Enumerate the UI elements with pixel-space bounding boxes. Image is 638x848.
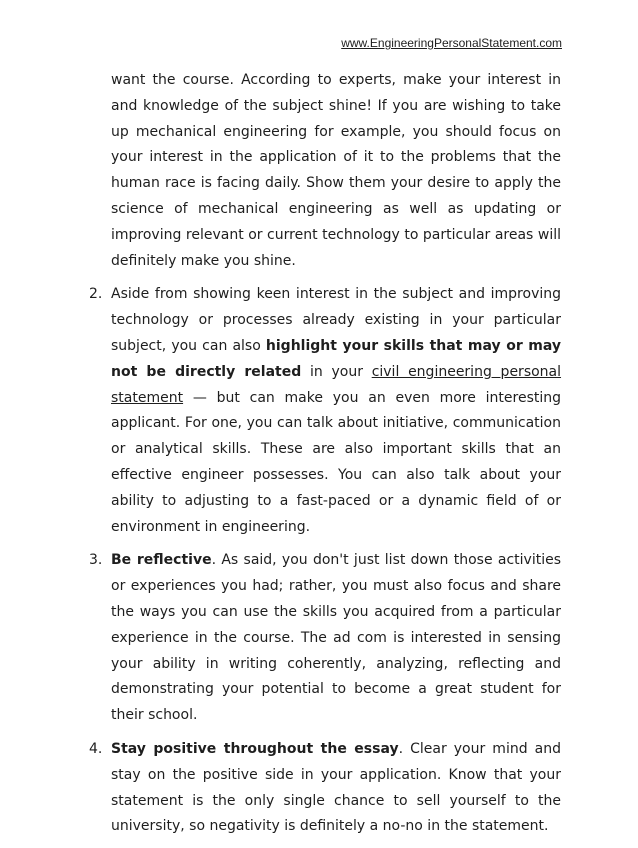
intro-text: want the course. According to experts, make your interest in and knowledge of the subject shine! If you are wishing to take up mechanical engineering for example, you should focus on your interest in the application of it to the problems that the human race is facing daily. Show them your desire to apply the science of mechanical engineering as well as updating or improving relevant or current technology to particular areas will definitely make you shine.	[111, 72, 561, 269]
list-number: 4.	[89, 740, 103, 757]
list-number: 3.	[89, 552, 103, 569]
document-body	[0, 68, 638, 848]
website-url-link[interactable]: www.EngineeringPersonalStatement.com	[341, 36, 562, 50]
item-highlight: Stay positive throughout the essay	[111, 740, 399, 757]
item-text: Aside from showing keen interest in the subject and improving technology or processes already existing in your particular subject, you can also	[111, 286, 561, 354]
item-text: — but can make you an even more interesting applicant. For one, you can talk about initiative, communication or analytical skills. These are also important skills that an effective engineer possesses. You can also talk about your ability to adjusting to a fast-paced or a dynamic field of or environment in engineering.	[111, 389, 561, 535]
list-item-4	[0, 737, 638, 840]
item-highlight: Be reflective	[111, 552, 212, 569]
item-text: in your	[301, 363, 372, 380]
item-text: . As said, you don't just list down those activities or experiences you had; rather, you must also focus and share the ways you can use the skills you acquired from a particular experience in the course. The ad com is interested in sensing your ability in writing coherently, analyzing, reflecting and demonstrating your potential to become a great student for their school.	[111, 552, 561, 724]
civil-engineering-link[interactable]: civil engineering personal statement	[111, 363, 562, 406]
list-number: 2.	[89, 286, 103, 303]
intro-paragraph	[0, 68, 638, 274]
list-item-3	[0, 548, 638, 729]
list-item-2	[0, 282, 638, 540]
item-text: . Clear your mind and stay on the positive side in your application. Know that your statement is the only single chance to sell yourself to the university, so negativity is definitely a no-no in the statement.	[111, 740, 561, 835]
item-highlight: highlight your skills that may or may not be directly related	[111, 337, 562, 380]
